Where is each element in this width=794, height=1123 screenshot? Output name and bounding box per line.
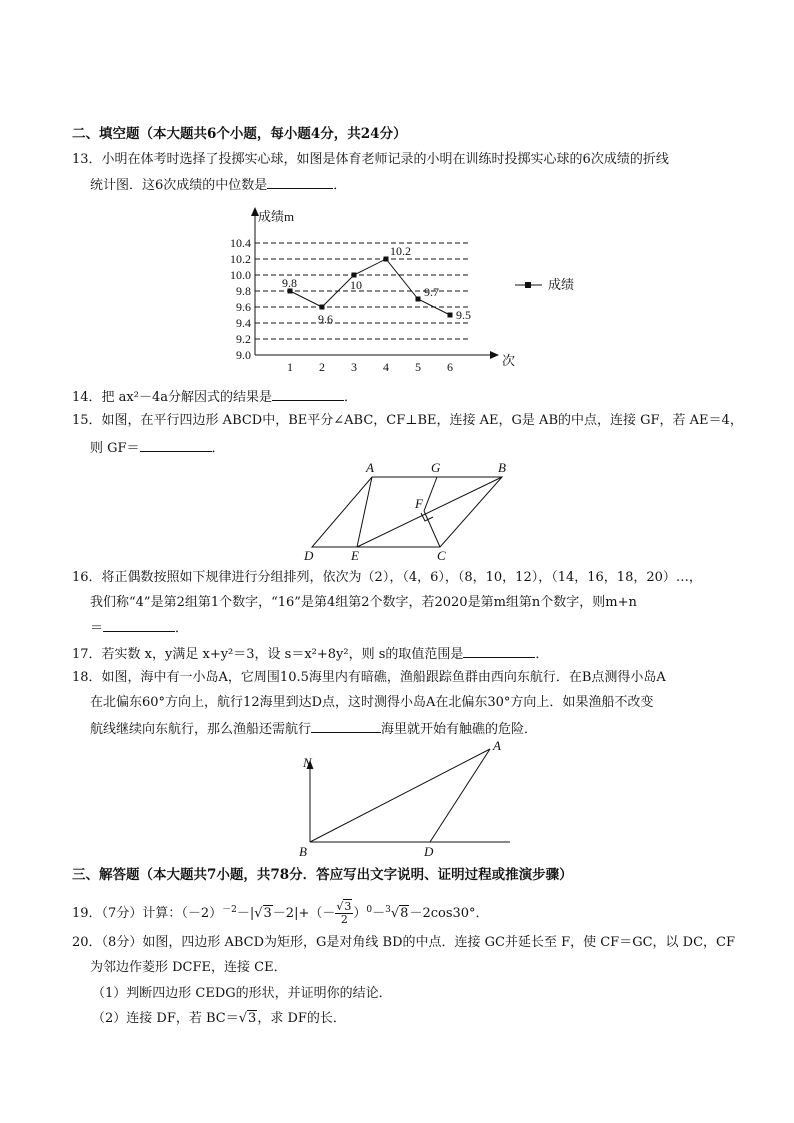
y-tick-label: 9.8 — [236, 284, 251, 298]
x-tick-label: 3 — [351, 360, 357, 374]
segment-cf — [424, 511, 440, 547]
q17-line — [72, 644, 548, 664]
label-e: E — [351, 548, 359, 563]
data-point — [320, 305, 325, 310]
y-tick-label: 9.0 — [236, 348, 251, 362]
label-n: N — [303, 755, 312, 770]
q20-radicand: 3 — [248, 1011, 257, 1026]
data-label: 9.5 — [456, 308, 471, 322]
q19-frac-num: √3 — [336, 900, 352, 913]
label-b: B — [299, 844, 307, 859]
label-a: A — [366, 460, 374, 475]
q20-sub2 — [92, 1010, 346, 1028]
parallelogram-abcd — [312, 477, 502, 547]
q18-line1: 18．如图，海中有一小岛A，它周围10.5海里内有暗礁，渔船跟踪鱼群由西向东航行．在B点测得小岛A — [72, 670, 666, 685]
q16-text: ＝ — [90, 621, 104, 636]
q19-line — [72, 895, 489, 929]
y-tick-label: 10.0 — [230, 268, 251, 282]
q14-answer-blank — [272, 387, 344, 401]
x-tick-labels — [287, 360, 453, 374]
q19-part6: －2cos30°． — [409, 906, 489, 921]
legend-label: 成绩 — [548, 277, 575, 292]
q14-end: ． — [344, 390, 358, 405]
x-tick-label: 4 — [383, 360, 389, 374]
data-label: 9.6 — [318, 312, 333, 326]
q15-end: ． — [211, 441, 225, 456]
y-tick-label: 9.2 — [236, 332, 251, 346]
q16-line3 — [90, 618, 188, 638]
q20-sub1: （1）判断四边形 CEDG的形状，并证明你的结论． — [92, 986, 392, 1001]
chart-data-labels — [282, 244, 471, 326]
section2-heading: 二、填空题（本大题共6个小题，每小题4分，共24分） — [72, 126, 407, 142]
q18-text-b: 海里就开始有触礁的危险． — [381, 722, 538, 737]
section3-heading: 三、解答题（本大题共7小题，共78分．答应写出文字说明、证明过程或推演步骤） — [72, 867, 573, 883]
segment-ae — [357, 477, 372, 547]
q13-answer-blank — [267, 175, 333, 189]
label-c: C — [437, 548, 446, 563]
q19-radicand1: 3 — [263, 906, 272, 921]
label-d: D — [304, 548, 314, 563]
q19-fraction — [335, 901, 353, 926]
q20-sub2-a: （2）连接 DF，若 BC＝ — [92, 1011, 239, 1026]
chart-legend — [515, 277, 574, 292]
y-tick-label: 9.6 — [236, 300, 251, 314]
q15-text: 则 GF＝ — [90, 441, 140, 456]
data-point — [416, 297, 421, 302]
data-point — [448, 313, 453, 318]
q13-line-chart — [220, 205, 600, 380]
q20-line1: 20．（8分）如图，四边形 ABCD为矩形，G是对角线 BD的中点．连接 GC并延长至 F，使 CF＝GC，以 DC，CF — [72, 935, 736, 950]
q19-exp2: 0 — [366, 905, 373, 915]
y-tick-label: 9.4 — [236, 316, 251, 330]
q18-island-figure — [290, 738, 520, 860]
x-tick-label: 6 — [447, 360, 453, 374]
q14-line — [72, 387, 357, 407]
q17-answer-blank — [463, 644, 535, 658]
label-b: B — [498, 460, 506, 475]
q19-cbrt-sign: √ — [390, 906, 400, 921]
q19-prefix: 19．（7分）计算：（－2） — [72, 906, 223, 921]
y-axis-label: 成绩m — [258, 209, 295, 224]
y-tick-label: 10.4 — [230, 236, 251, 250]
q18-text-a: 航线继续向东航行，那么渔船还需航行 — [90, 722, 312, 737]
q19-part2: －| — [236, 906, 255, 921]
x-tick-label: 2 — [319, 360, 325, 374]
q19-cube-index: 3 — [385, 905, 391, 915]
label-f: F — [415, 496, 423, 511]
q20-sub2-b: ，求 DF的长． — [257, 1011, 346, 1026]
q19-part4: ） — [353, 906, 367, 921]
q19-radicand2: 8 — [400, 906, 409, 921]
q13-text: 统计图．这6次成绩的中位数是 — [90, 178, 268, 193]
q20-line2: 为邻边作菱形 DCFE，连接 CE． — [90, 960, 287, 975]
q17-text: 17．若实数 x，y满足 x+y²＝3，设 s＝x²+8y²，则 s的取值范围是 — [72, 647, 464, 662]
q15-line2 — [90, 438, 225, 458]
label-g: G — [431, 460, 441, 475]
q13-line2 — [90, 175, 346, 195]
segment-ba — [310, 749, 490, 842]
q16-line1: 16．将正偶数按照如下规律进行分组排列，依次为（2），（4，6），（8，10，12），（14，16，18，20）…， — [72, 570, 702, 585]
segment-gf — [424, 477, 437, 511]
q16-answer-blank — [103, 618, 175, 632]
q18-answer-blank — [311, 719, 381, 733]
x-tick-label: 5 — [415, 360, 421, 374]
q16-line2: 我们称“4”是第2组第1个数字，“16”是第4组第2个数字，若2020是第m组第n个数字，则m+n — [90, 595, 637, 610]
legend-marker — [525, 282, 531, 288]
x-tick-label: 1 — [287, 360, 293, 374]
q13-end: ． — [333, 178, 347, 193]
data-label: 9.7 — [424, 285, 439, 299]
x-axis-arrow — [490, 351, 499, 359]
q19-sqrt-sign: √ — [254, 906, 263, 921]
segment-da — [430, 749, 490, 842]
data-point — [384, 257, 389, 262]
q15-answer-blank — [140, 438, 212, 452]
q15-line1: 15．如图，在平行四边形 ABCD中，BE平分∠ABC，CF⊥BE，连接 AE，G是 AB的中点，连接 GF，若 AE＝4， — [72, 413, 743, 428]
q18-line2: 在北偏东60°方向上，航行12海里到达D点，这时测得小岛A在北偏东30°方向上．如果渔船不改变 — [90, 695, 654, 710]
q14-text: 14．把 ax²－4a分解因式的结果是 — [72, 390, 272, 405]
y-tick-label: 10.2 — [230, 252, 251, 266]
q19-exp1: －2 — [222, 905, 237, 915]
q20-sqrt-sign: √ — [238, 1011, 248, 1026]
x-axis-label: 次 — [502, 353, 516, 368]
q15-parallelogram-figure — [300, 458, 515, 566]
segment-be — [357, 477, 502, 547]
q13-line1: 13．小明在体考时选择了投掷实心球，如图是体育老师记录的小明在训练时投掷实心球的6次成绩的折线 — [72, 152, 669, 167]
data-label: 10.2 — [390, 244, 411, 258]
data-label: 10 — [350, 278, 362, 292]
q16-end: ． — [175, 621, 189, 636]
y-tick-labels — [230, 236, 251, 362]
label-d: D — [424, 844, 434, 859]
q17-end: ． — [535, 647, 549, 662]
q19-part3: －2|+（－ — [272, 906, 336, 921]
data-label: 9.8 — [282, 276, 297, 290]
q19-part5: － — [372, 906, 386, 921]
q19-frac-den: 2 — [340, 913, 348, 926]
q18-line3 — [90, 719, 537, 739]
label-a: A — [493, 738, 501, 753]
data-point — [352, 273, 357, 278]
